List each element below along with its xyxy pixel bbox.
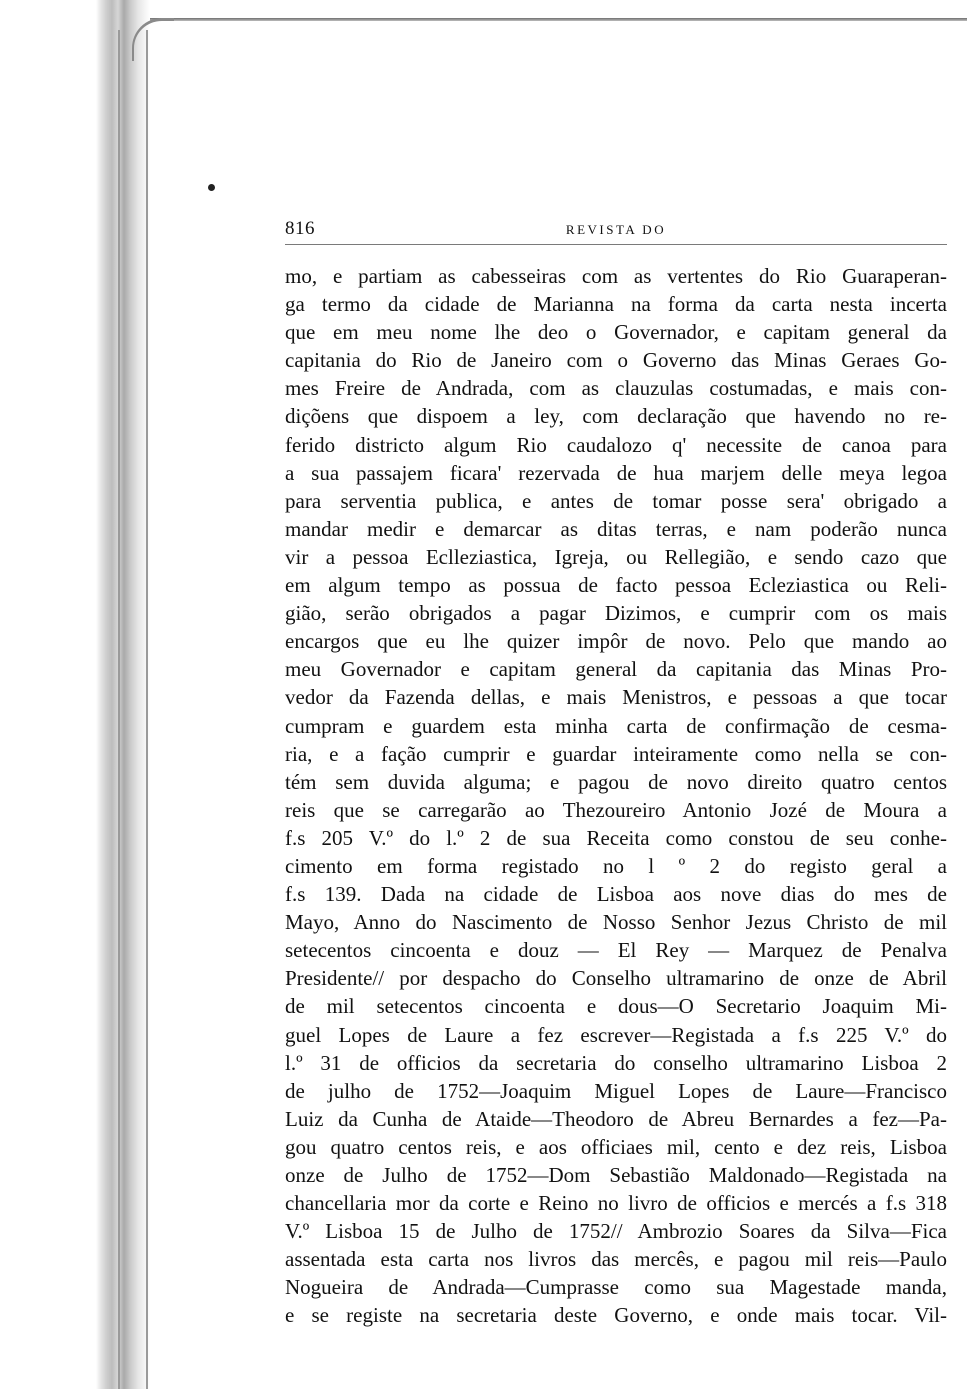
text-line: diçõens que dispoem a ley, com declaração que havendo no re- bbox=[285, 404, 947, 429]
header-rule bbox=[285, 244, 947, 245]
text-line: f.s 139. Dada na cidade de Lisboa aos nove dias do mes de bbox=[285, 882, 947, 907]
text-line: gou quatro centos reis, e aos officiaes mil, cento e dez reis, Lisboa bbox=[285, 1134, 947, 1159]
text-line: l.º 31 de officios da secretaria do conselho ultramarino Lisboa 2 bbox=[285, 1050, 947, 1075]
text-line: chancellaria mor da corte e Reino no livro de officios e mercés a f.s 318 bbox=[285, 1191, 947, 1216]
text-line: Nogueira de Andrada—Cumprasse como sua Magestade manda, bbox=[285, 1275, 947, 1300]
text-line: vir a pessoa Eclleziastica, Igreja, ou Rellegião, e sendo cazo que bbox=[285, 544, 947, 569]
text-line: capitania do Rio de Janeiro com o Governo das Minas Geraes Go- bbox=[285, 348, 947, 373]
text-line: ga termo da cidade de Marianna na forma da carta nesta incerta bbox=[285, 292, 947, 317]
text-line: vedor da Fazenda dellas, e mais Menistros, e pessoas a que tocar bbox=[285, 685, 947, 710]
page-top-edge bbox=[150, 18, 967, 21]
text-line: de mil setecentos cincoenta e dous—O Secretario Joaquim Mi- bbox=[285, 994, 947, 1019]
text-line: ferido districto algum Rio caudalozo q' necessite de canoa para bbox=[285, 432, 947, 457]
text-line: em algum tempo as possua de facto pessoa Ecleziastica ou Reli- bbox=[285, 573, 947, 598]
text-line: que em meu nome lhe deo o Governador, e capitam general da bbox=[285, 320, 947, 345]
text-line: f.s 205 V.º do l.º 2 de sua Receita como constou de seu conhe- bbox=[285, 825, 947, 850]
text-line: Presidente// por despacho do Conselho ultramarino de onze de Abril bbox=[285, 966, 947, 991]
text-line: guel Lopes de Laure a fez escrever—Registada a f.s 225 V.º do bbox=[285, 1022, 947, 1047]
running-head: REVISTA DO bbox=[565, 222, 667, 237]
text-line: Mayo, Anno do Nascimento de Nosso Senhor Jezus Christo de mil bbox=[285, 910, 947, 935]
book-gutter bbox=[0, 0, 150, 1389]
text-line: meu Governador e capitam general da capitania das Minas Pro- bbox=[285, 657, 947, 682]
page-header bbox=[285, 214, 947, 242]
text-line: mes Freire de Andrada, com as clauzulas costumadas, e mais con- bbox=[285, 376, 947, 401]
text-line: reis que se carregarão ao Thezoureiro Antonio Jozé de Moura a bbox=[285, 797, 947, 822]
text-line: ria, e a fação cumprir e guardar inteiramente como nella se con- bbox=[285, 741, 947, 766]
text-line: cumpram e guardem esta minha carta de confirmação de cesma- bbox=[285, 713, 947, 738]
text-line: Luiz da Cunha de Ataide—Theodoro de Abreu Bernardes a fez—Pa- bbox=[285, 1106, 947, 1131]
text-line: mo, e partiam as cabesseiras com as vertentes do Rio Guaraperan- bbox=[285, 264, 947, 288]
gutter-shadow-line bbox=[146, 30, 148, 1389]
text-line: V.º Lisboa 15 de Julho de 1752// Ambrozio Soares da Silva—Fica bbox=[285, 1219, 947, 1244]
text-line: tém sem duvida alguma; e pagou de novo direito quatro centos bbox=[285, 769, 947, 794]
gutter-shadow-line bbox=[118, 30, 120, 1389]
text-line: onze de Julho de 1752—Dom Sebastião Maldonado—Registada na bbox=[285, 1163, 947, 1187]
text-line: a sua passajem ficara' rezervada de hua marjem delle meya legoa bbox=[285, 460, 947, 485]
text-line: cimento em forma registado no l º 2 do registo geral a bbox=[285, 853, 947, 878]
text-line: gião, serão obrigados a pagar Dizimos, e cumprir com os mais bbox=[285, 601, 947, 626]
text-line: e se registe na secretaria deste Governo, e onde mais tocar. Vil- bbox=[285, 1303, 947, 1328]
text-line: assentada esta carta nos livros das mercês, e pagou mil reis—Paulo bbox=[285, 1247, 947, 1272]
page-number: 816 bbox=[285, 218, 315, 239]
text-line: de julho de 1752—Joaquim Miguel Lopes de Laure—Francisco bbox=[285, 1078, 947, 1103]
scan-speck bbox=[208, 184, 215, 191]
text-line: para serventia publica, e antes de tomar posse sera' obrigado a bbox=[285, 488, 947, 513]
text-line: setecentos cincoenta e douz — El Rey — Marquez de Penalva bbox=[285, 938, 947, 963]
body-text bbox=[285, 262, 947, 1330]
text-line: encargos que eu lhe quizer impôr de novo. Pelo que mando ao bbox=[285, 629, 947, 654]
text-line: mandar medir e demarcar as ditas terras, e nam poderão nunca bbox=[285, 516, 947, 541]
